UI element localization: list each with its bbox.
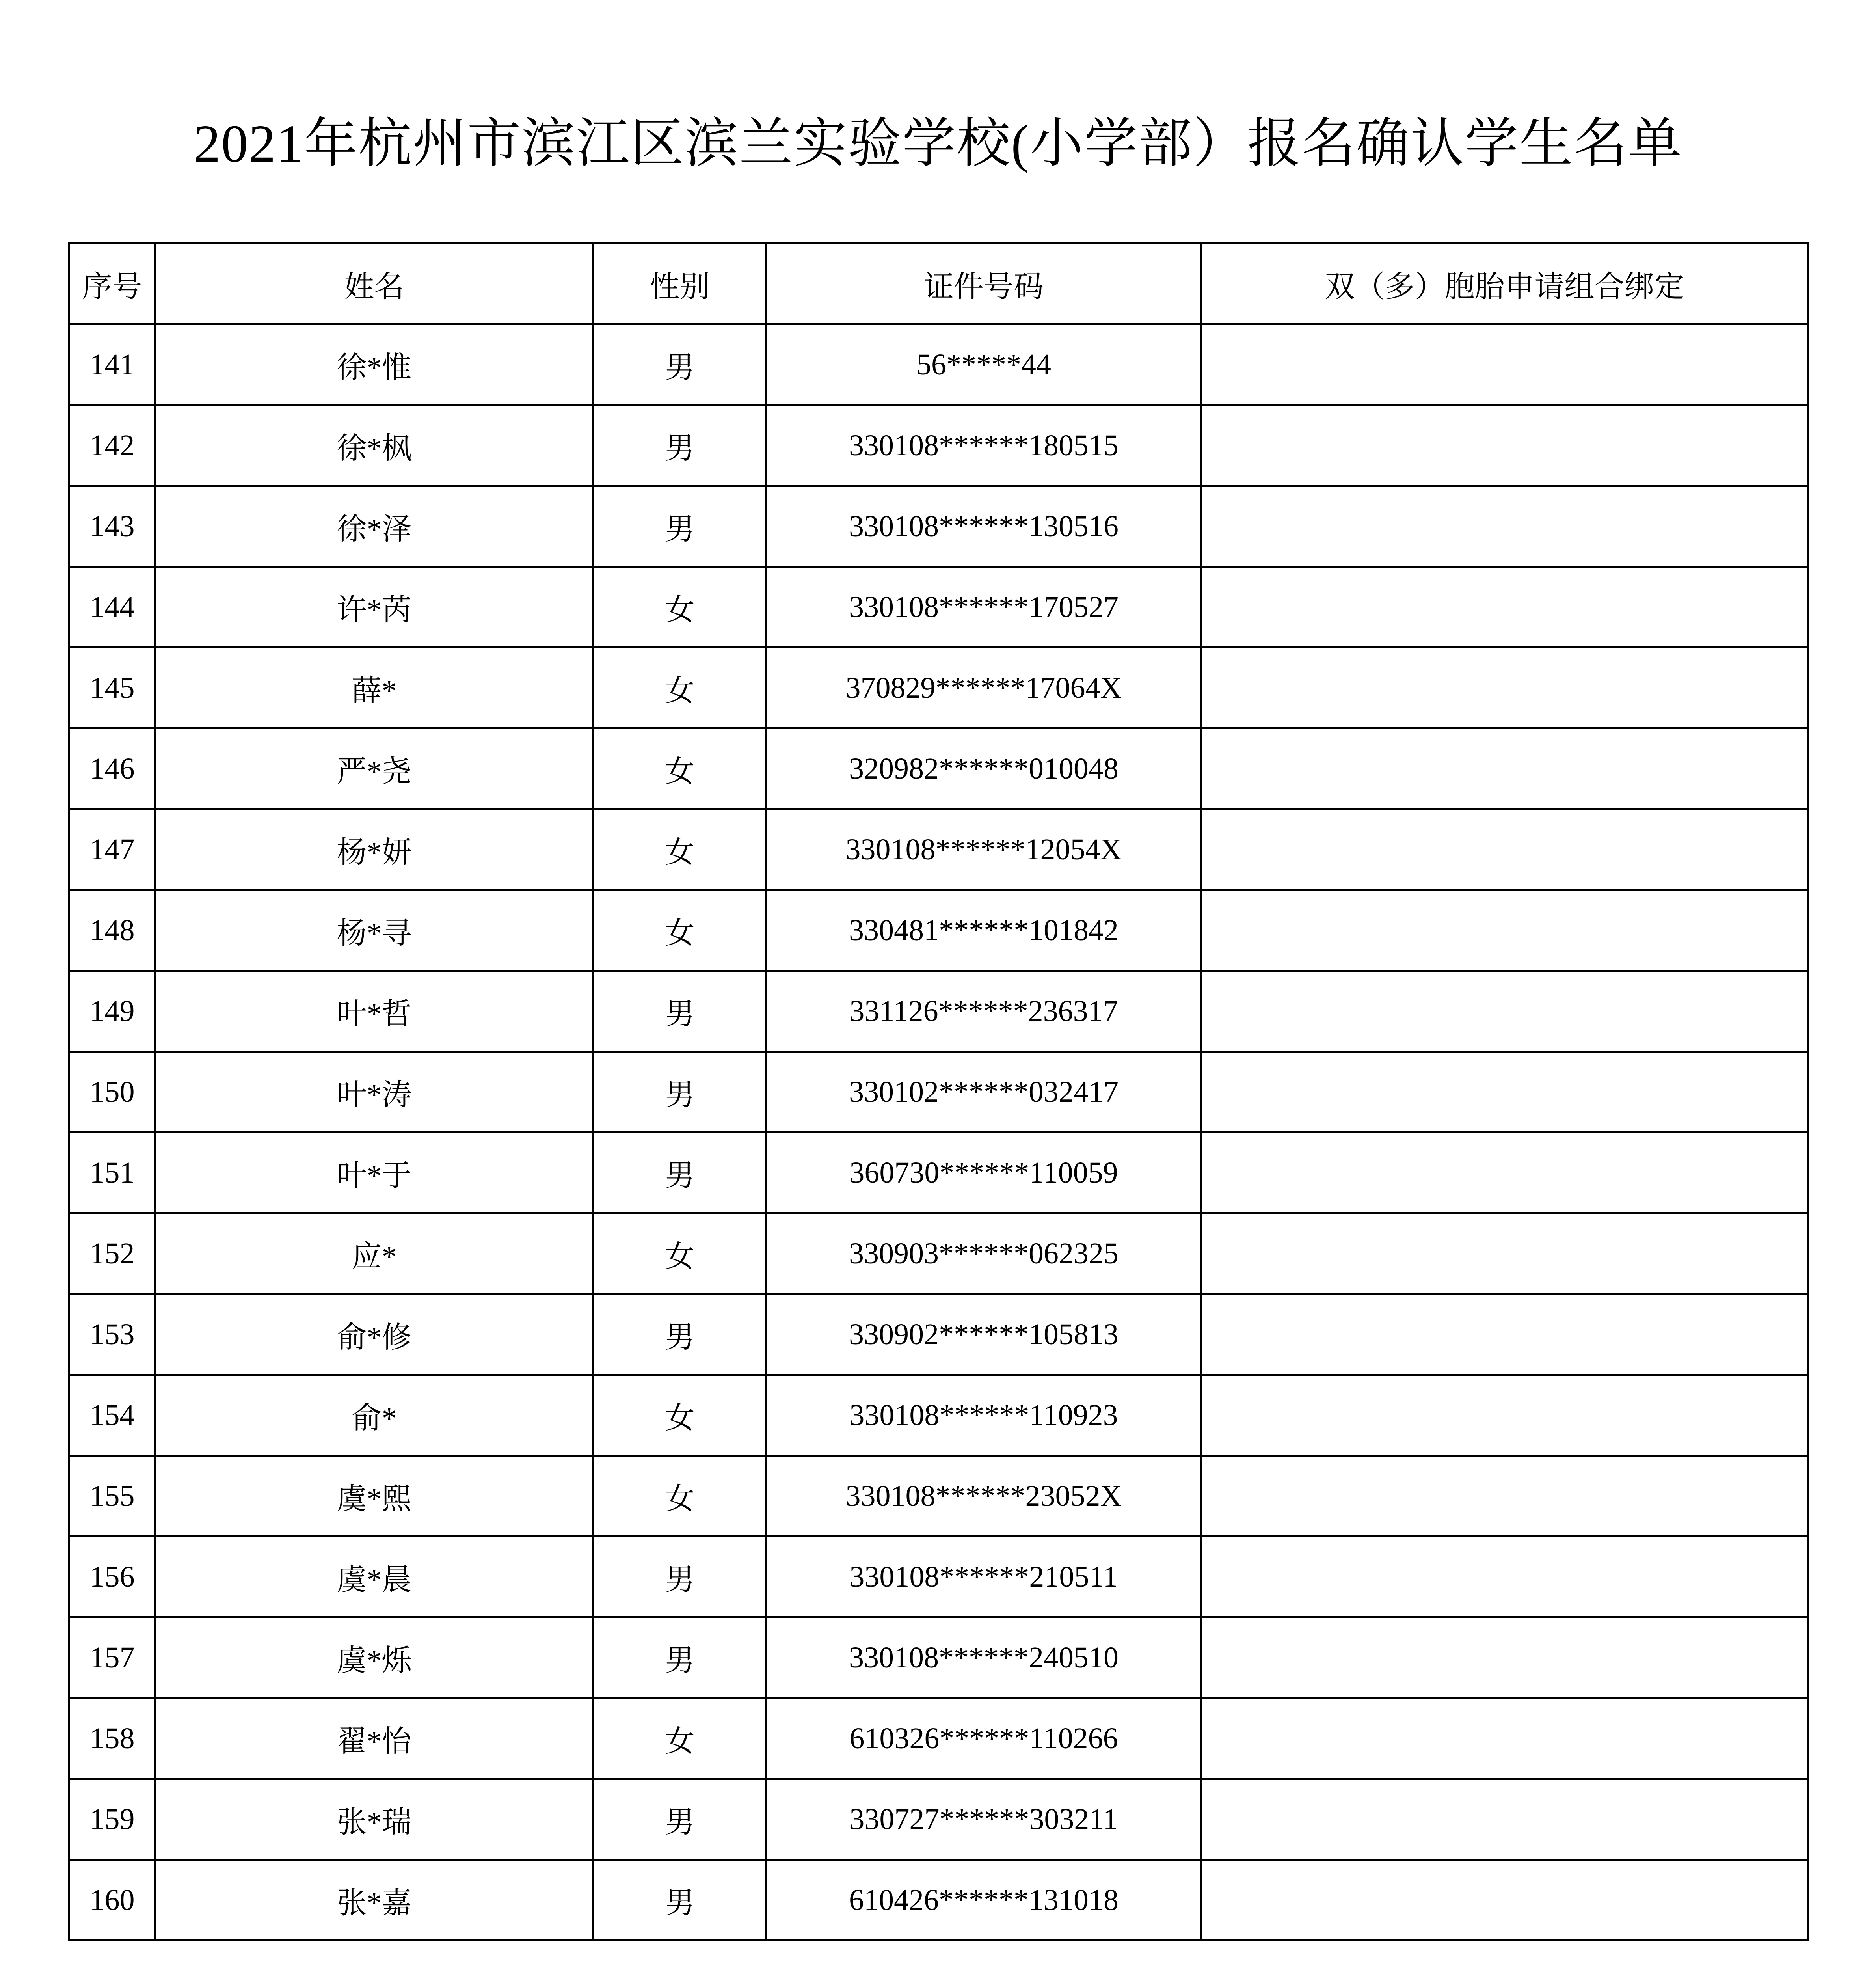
cell-gender: 女 [593, 890, 767, 971]
header-seq: 序号 [69, 244, 156, 324]
cell-twin-binding [1201, 486, 1808, 567]
cell-twin-binding [1201, 567, 1808, 648]
cell-id-number: 330108******110923 [767, 1375, 1201, 1456]
cell-seq: 142 [69, 405, 156, 486]
cell-seq: 157 [69, 1617, 156, 1698]
cell-id-number: 330108******180515 [767, 405, 1201, 486]
cell-gender: 男 [593, 1617, 767, 1698]
cell-name: 叶*于 [156, 1133, 593, 1213]
cell-seq: 159 [69, 1779, 156, 1860]
cell-twin-binding [1201, 1375, 1808, 1456]
cell-gender: 男 [593, 1294, 767, 1375]
cell-gender: 男 [593, 486, 767, 567]
table-row [69, 1456, 1808, 1537]
cell-twin-binding [1201, 1537, 1808, 1617]
cell-id-number: 610426******131018 [767, 1860, 1201, 1941]
cell-id-number: 330108******23052X [767, 1456, 1201, 1537]
cell-name: 虞*烁 [156, 1617, 593, 1698]
cell-name: 杨*妍 [156, 809, 593, 890]
cell-id-number: 330903******062325 [767, 1213, 1201, 1294]
table-row [69, 1294, 1808, 1375]
table-row [69, 1537, 1808, 1617]
header-gender: 性别 [593, 244, 767, 324]
cell-twin-binding [1201, 971, 1808, 1052]
cell-twin-binding [1201, 405, 1808, 486]
page-title: 2021年杭州市滨江区滨兰实验学校(小学部）报名确认学生名单 [194, 114, 1682, 173]
cell-name: 虞*晨 [156, 1537, 593, 1617]
cell-gender: 女 [593, 648, 767, 728]
cell-gender: 男 [593, 1537, 767, 1617]
cell-seq: 148 [69, 890, 156, 971]
cell-id-number: 330108******210511 [767, 1537, 1201, 1617]
cell-id-number: 330902******105813 [767, 1294, 1201, 1375]
cell-name: 严*尧 [156, 728, 593, 809]
cell-id-number: 330108******170527 [767, 567, 1201, 648]
cell-name: 杨*寻 [156, 890, 593, 971]
cell-gender: 女 [593, 1698, 767, 1779]
cell-id-number: 330108******130516 [767, 486, 1201, 567]
table-row [69, 1779, 1808, 1860]
table-row [69, 971, 1808, 1052]
cell-twin-binding [1201, 1860, 1808, 1941]
cell-gender: 男 [593, 405, 767, 486]
table-row [69, 1052, 1808, 1133]
cell-name: 俞* [156, 1375, 593, 1456]
cell-seq: 151 [69, 1133, 156, 1213]
cell-id-number: 610326******110266 [767, 1698, 1201, 1779]
cell-gender: 女 [593, 809, 767, 890]
cell-twin-binding [1201, 1617, 1808, 1698]
cell-seq: 152 [69, 1213, 156, 1294]
table-row [69, 1860, 1808, 1941]
cell-seq: 144 [69, 567, 156, 648]
cell-twin-binding [1201, 1698, 1808, 1779]
table-row [69, 1133, 1808, 1213]
table-row [69, 405, 1808, 486]
cell-name: 叶*哲 [156, 971, 593, 1052]
cell-name: 虞*熙 [156, 1456, 593, 1537]
cell-name: 翟*怡 [156, 1698, 593, 1779]
student-list-table [68, 242, 1809, 1941]
cell-seq: 141 [69, 324, 156, 405]
cell-twin-binding [1201, 728, 1808, 809]
cell-name: 应* [156, 1213, 593, 1294]
cell-name: 徐*惟 [156, 324, 593, 405]
table-row [69, 809, 1808, 890]
cell-name: 张*瑞 [156, 1779, 593, 1860]
header-id-number: 证件号码 [767, 244, 1201, 324]
table-body [69, 324, 1808, 1941]
cell-seq: 160 [69, 1860, 156, 1941]
cell-gender: 女 [593, 1375, 767, 1456]
cell-twin-binding [1201, 324, 1808, 405]
cell-seq: 147 [69, 809, 156, 890]
cell-twin-binding [1201, 890, 1808, 971]
cell-id-number: 360730******110059 [767, 1133, 1201, 1213]
cell-seq: 158 [69, 1698, 156, 1779]
cell-twin-binding [1201, 1213, 1808, 1294]
cell-seq: 155 [69, 1456, 156, 1537]
cell-seq: 149 [69, 971, 156, 1052]
cell-id-number: 320982******010048 [767, 728, 1201, 809]
cell-twin-binding [1201, 1052, 1808, 1133]
cell-name: 徐*泽 [156, 486, 593, 567]
table-row [69, 486, 1808, 567]
cell-id-number: 330727******303211 [767, 1779, 1201, 1860]
table-row [69, 648, 1808, 728]
header-name: 姓名 [156, 244, 593, 324]
cell-gender: 男 [593, 1052, 767, 1133]
cell-twin-binding [1201, 1133, 1808, 1213]
table-row [69, 728, 1808, 809]
cell-gender: 男 [593, 324, 767, 405]
cell-seq: 145 [69, 648, 156, 728]
cell-id-number: 370829******17064X [767, 648, 1201, 728]
cell-id-number: 330108******12054X [767, 809, 1201, 890]
table-header-row [69, 244, 1808, 324]
cell-name: 叶*涛 [156, 1052, 593, 1133]
cell-name: 许*芮 [156, 567, 593, 648]
cell-name: 薛* [156, 648, 593, 728]
cell-id-number: 330102******032417 [767, 1052, 1201, 1133]
cell-id-number: 331126******236317 [767, 971, 1201, 1052]
table-row [69, 1698, 1808, 1779]
cell-twin-binding [1201, 1779, 1808, 1860]
cell-seq: 156 [69, 1537, 156, 1617]
cell-id-number: 330481******101842 [767, 890, 1201, 971]
cell-gender: 女 [593, 1456, 767, 1537]
table-row [69, 324, 1808, 405]
cell-gender: 男 [593, 1779, 767, 1860]
cell-gender: 男 [593, 971, 767, 1052]
cell-id-number: 56*****44 [767, 324, 1201, 405]
cell-id-number: 330108******240510 [767, 1617, 1201, 1698]
cell-gender: 女 [593, 728, 767, 809]
table-row [69, 1617, 1808, 1698]
table-row [69, 567, 1808, 648]
cell-gender: 男 [593, 1133, 767, 1213]
cell-gender: 男 [593, 1860, 767, 1941]
cell-gender: 女 [593, 567, 767, 648]
cell-seq: 154 [69, 1375, 156, 1456]
table-row [69, 1375, 1808, 1456]
cell-seq: 143 [69, 486, 156, 567]
cell-seq: 153 [69, 1294, 156, 1375]
cell-gender: 女 [593, 1213, 767, 1294]
cell-seq: 146 [69, 728, 156, 809]
cell-twin-binding [1201, 1294, 1808, 1375]
cell-twin-binding [1201, 648, 1808, 728]
cell-name: 徐*枫 [156, 405, 593, 486]
cell-name: 张*嘉 [156, 1860, 593, 1941]
table-row [69, 1213, 1808, 1294]
table-row [69, 890, 1808, 971]
cell-twin-binding [1201, 809, 1808, 890]
header-twin-binding: 双（多）胞胎申请组合绑定 [1201, 244, 1808, 324]
cell-seq: 150 [69, 1052, 156, 1133]
cell-twin-binding [1201, 1456, 1808, 1537]
cell-name: 俞*修 [156, 1294, 593, 1375]
